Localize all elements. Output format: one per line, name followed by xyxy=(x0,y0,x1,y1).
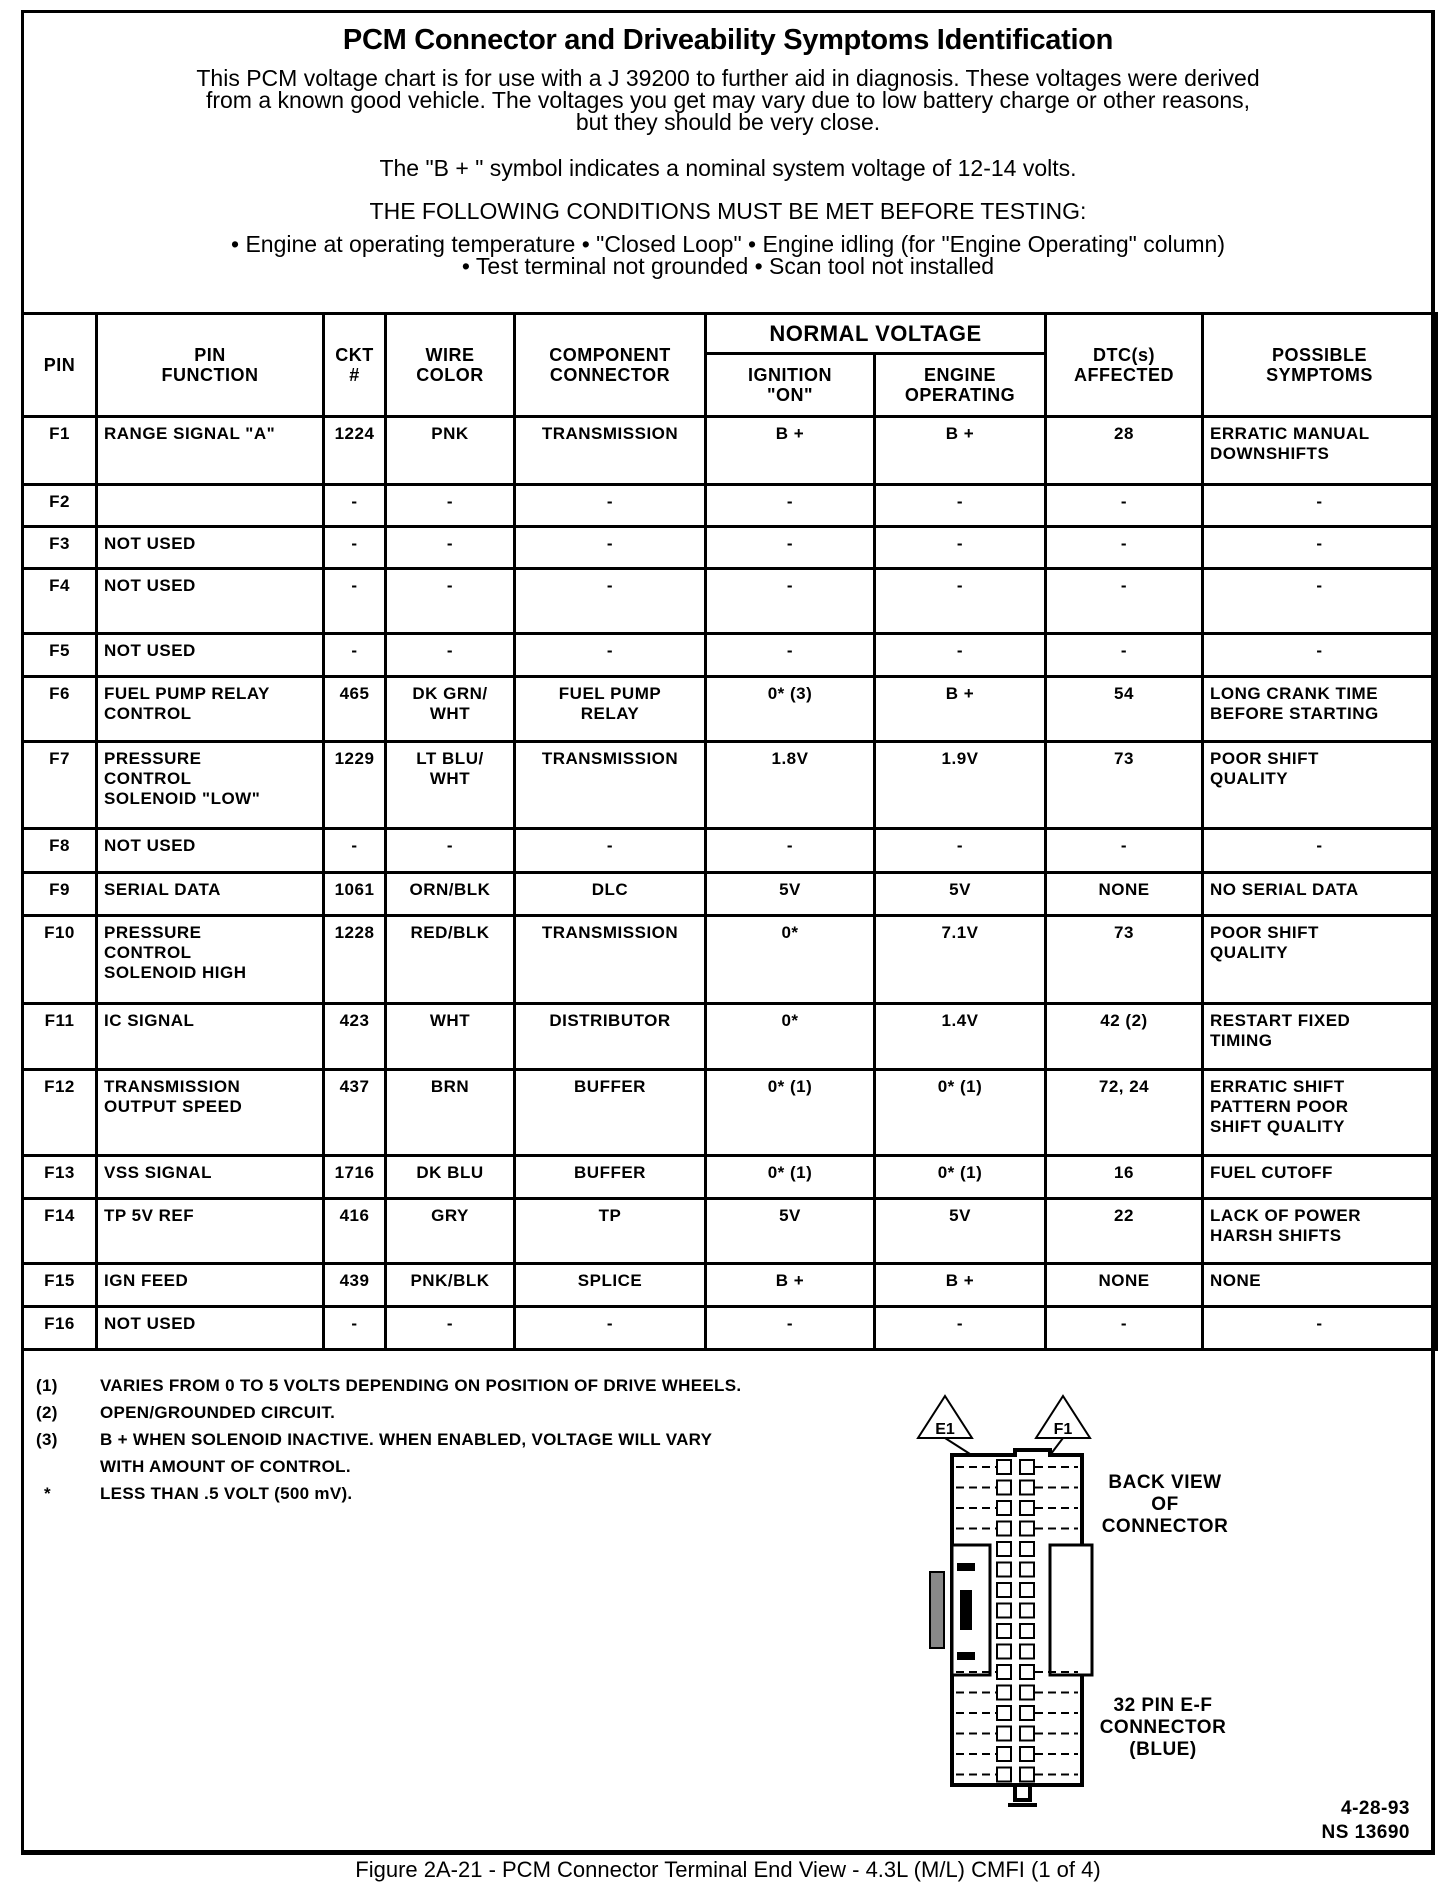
cell-pin: F9 xyxy=(23,873,97,916)
cell-sym: LACK OF POWER HARSH SHIFTS xyxy=(1203,1199,1437,1264)
cell-ckt: - xyxy=(324,527,386,569)
pin-cavity xyxy=(1020,1747,1034,1761)
cell-eng: 0* (1) xyxy=(875,1156,1046,1199)
pin-cavity xyxy=(1020,1522,1034,1536)
cell-ign: 1.8V xyxy=(706,742,875,829)
cell-comp: TRANSMISSION xyxy=(515,742,706,829)
cell-ckt: 1061 xyxy=(324,873,386,916)
pin-cavity xyxy=(997,1747,1011,1761)
cell-ign: 0* (3) xyxy=(706,677,875,742)
cell-ckt: - xyxy=(324,634,386,677)
cell-pin: F8 xyxy=(23,829,97,873)
cell-ckt: - xyxy=(324,829,386,873)
pin-cavity xyxy=(1020,1604,1034,1618)
cell-ign: 0* xyxy=(706,916,875,1004)
cell-pin: F7 xyxy=(23,742,97,829)
cell-wire: WHT xyxy=(386,1004,515,1070)
table-row xyxy=(23,527,1437,569)
cell-func: PRESSURE CONTROL SOLENOID "LOW" xyxy=(97,742,324,829)
cell-pin: F5 xyxy=(23,634,97,677)
cell-eng: - xyxy=(875,1307,1046,1350)
cell-dtc: 16 xyxy=(1046,1156,1203,1199)
cell-eng: - xyxy=(875,485,1046,527)
pin-cavity xyxy=(997,1542,1011,1556)
intro-line: This PCM voltage chart is for use with a J 39200 to further aid in diagnosis. These voltages were derived xyxy=(196,65,1260,91)
cell-func: SERIAL DATA xyxy=(97,873,324,916)
pin-cavity xyxy=(1020,1706,1034,1720)
footnote-key: * xyxy=(44,1484,51,1503)
pin-cavity xyxy=(1020,1460,1034,1474)
cell-dtc: - xyxy=(1046,1307,1203,1350)
cell-wire: PNK/BLK xyxy=(386,1264,515,1307)
cell-pin: F12 xyxy=(23,1070,97,1156)
pin-cavity xyxy=(997,1604,1011,1618)
header-symptoms: POSSIBLE SYMPTOMS xyxy=(1203,314,1437,417)
cell-comp: - xyxy=(515,1307,706,1350)
cell-eng: 5V xyxy=(875,873,1046,916)
cell-pin: F14 xyxy=(23,1199,97,1264)
pin-cavity xyxy=(997,1481,1011,1495)
cell-pin: F13 xyxy=(23,1156,97,1199)
cell-wire: - xyxy=(386,485,515,527)
footnote-text: OPEN/GROUNDED CIRCUIT. xyxy=(100,1403,336,1422)
header-wire-color: WIRE COLOR xyxy=(386,314,515,417)
cell-ign: - xyxy=(706,569,875,634)
connector-key xyxy=(1008,1785,1037,1805)
cell-dtc: NONE xyxy=(1046,873,1203,916)
cell-wire: RED/BLK xyxy=(386,916,515,1004)
latch-mark xyxy=(957,1563,975,1571)
cell-ckt: 1224 xyxy=(324,417,386,485)
cell-ign: B + xyxy=(706,1264,875,1307)
cell-dtc: 22 xyxy=(1046,1199,1203,1264)
cell-eng: 0* (1) xyxy=(875,1070,1046,1156)
cell-func: TRANSMISSION OUTPUT SPEED xyxy=(97,1070,324,1156)
pin-cavity xyxy=(997,1706,1011,1720)
cell-sym: NONE xyxy=(1203,1264,1437,1307)
cell-func: NOT USED xyxy=(97,1307,324,1350)
cell-wire: PNK xyxy=(386,417,515,485)
cell-comp: BUFFER xyxy=(515,1070,706,1156)
cell-comp: TRANSMISSION xyxy=(515,417,706,485)
table-row xyxy=(23,485,1437,527)
cell-sym: - xyxy=(1203,569,1437,634)
footnote xyxy=(36,1426,860,1480)
cell-eng: - xyxy=(875,829,1046,873)
cell-comp: TRANSMISSION xyxy=(515,916,706,1004)
pin-cavity xyxy=(1020,1686,1034,1700)
table-row xyxy=(23,634,1437,677)
figure-reference: NS 13690 xyxy=(1321,1822,1410,1843)
table-row xyxy=(23,829,1437,873)
conditions-line: • Test terminal not grounded • Scan tool not installed xyxy=(461,253,995,279)
cell-pin: F4 xyxy=(23,569,97,634)
pin-cavity xyxy=(1020,1542,1034,1556)
pin-cavity xyxy=(1020,1727,1034,1741)
table-row xyxy=(23,1264,1437,1307)
cell-ign: - xyxy=(706,527,875,569)
figure-date: 4-28-93 xyxy=(1341,1798,1410,1819)
cell-pin: F11 xyxy=(23,1004,97,1070)
cell-comp: DLC xyxy=(515,873,706,916)
cell-ign: 0* (1) xyxy=(706,1156,875,1199)
page-title: PCM Connector and Driveability Symptoms Identification xyxy=(342,24,1114,56)
cell-ckt: 1228 xyxy=(324,916,386,1004)
pin-cavity xyxy=(997,1686,1011,1700)
cell-comp: - xyxy=(515,829,706,873)
pin-cavity xyxy=(997,1624,1011,1638)
cell-sym: POOR SHIFT QUALITY xyxy=(1203,916,1437,1004)
cell-ign: - xyxy=(706,485,875,527)
intro-paragraph xyxy=(81,67,1375,133)
pin-cavity xyxy=(997,1522,1011,1536)
latch-mark xyxy=(957,1652,975,1660)
cell-dtc: 28 xyxy=(1046,417,1203,485)
pin-cavity xyxy=(997,1645,1011,1659)
e1-label: E1 xyxy=(935,1421,955,1438)
header-ignition-on: IGNITION "ON" xyxy=(706,354,875,417)
cell-dtc: NONE xyxy=(1046,1264,1203,1307)
cell-sym: ERRATIC SHIFT PATTERN POOR SHIFT QUALITY xyxy=(1203,1070,1437,1156)
bplus-note: The "B + " symbol indicates a nominal system voltage of 12-14 volts. xyxy=(379,155,1077,181)
cell-sym: - xyxy=(1203,634,1437,677)
cell-comp: - xyxy=(515,485,706,527)
table-row xyxy=(23,1070,1437,1156)
pin-cavity xyxy=(1020,1501,1034,1515)
cell-wire: DK BLU xyxy=(386,1156,515,1199)
cell-ckt: 465 xyxy=(324,677,386,742)
cell-dtc: 54 xyxy=(1046,677,1203,742)
latch-mark xyxy=(960,1590,972,1630)
cell-ckt: 1229 xyxy=(324,742,386,829)
cell-eng: 5V xyxy=(875,1199,1046,1264)
cell-wire: - xyxy=(386,1307,515,1350)
cell-ign: 5V xyxy=(706,1199,875,1264)
cell-wire: - xyxy=(386,829,515,873)
pin-cavity xyxy=(1020,1665,1034,1679)
f1-label: F1 xyxy=(1053,1421,1073,1438)
footnotes xyxy=(36,1372,860,1507)
table-row xyxy=(23,677,1437,742)
connector-lock-tab xyxy=(930,1572,944,1648)
cell-wire: GRY xyxy=(386,1199,515,1264)
table-row xyxy=(23,569,1437,634)
cell-dtc: - xyxy=(1046,485,1203,527)
pin-cavity xyxy=(1020,1624,1034,1638)
header-ckt: CKT # xyxy=(324,314,386,417)
cell-comp: - xyxy=(515,569,706,634)
cell-dtc: - xyxy=(1046,634,1203,677)
cell-eng: - xyxy=(875,569,1046,634)
table-row xyxy=(23,1156,1437,1199)
intro-section xyxy=(21,10,1435,312)
footnote-text: LESS THAN .5 VOLT (500 mV). xyxy=(100,1484,353,1503)
connector-label: 32 PIN E-F CONNECTOR (BLUE) xyxy=(1099,1695,1227,1760)
header-normal-voltage: NORMAL VOLTAGE xyxy=(706,314,1046,354)
cell-dtc: - xyxy=(1046,527,1203,569)
cell-pin: F15 xyxy=(23,1264,97,1307)
table-row xyxy=(23,1004,1437,1070)
cell-ign: - xyxy=(706,1307,875,1350)
cell-func: NOT USED xyxy=(97,569,324,634)
cell-sym: - xyxy=(1203,1307,1437,1350)
pin-cavity xyxy=(1020,1481,1034,1495)
cell-func: NOT USED xyxy=(97,527,324,569)
cell-ign: 0* xyxy=(706,1004,875,1070)
cell-eng: - xyxy=(875,527,1046,569)
cell-func: TP 5V REF xyxy=(97,1199,324,1264)
cell-ckt: - xyxy=(324,569,386,634)
cell-sym: LONG CRANK TIME BEFORE STARTING xyxy=(1203,677,1437,742)
cell-pin: F16 xyxy=(23,1307,97,1350)
cell-ckt: - xyxy=(324,485,386,527)
cell-ign: - xyxy=(706,829,875,873)
cell-func: IGN FEED xyxy=(97,1264,324,1307)
pin-cavity xyxy=(1020,1768,1034,1782)
cell-ign: 0* (1) xyxy=(706,1070,875,1156)
cell-wire: DK GRN/ WHT xyxy=(386,677,515,742)
cell-eng: B + xyxy=(875,417,1046,485)
cell-func: IC SIGNAL xyxy=(97,1004,324,1070)
conditions-list xyxy=(21,233,1435,277)
cell-comp: - xyxy=(515,527,706,569)
cell-eng: - xyxy=(875,634,1046,677)
cell-comp: FUEL PUMP RELAY xyxy=(515,677,706,742)
cell-wire: BRN xyxy=(386,1070,515,1156)
cell-dtc: - xyxy=(1046,569,1203,634)
cell-func: PRESSURE CONTROL SOLENOID HIGH xyxy=(97,916,324,1004)
cell-eng: 7.1V xyxy=(875,916,1046,1004)
pin-cavity xyxy=(1020,1645,1034,1659)
conditions-line: • Engine at operating temperature • "Closed Loop" • Engine idling (for "Engine Operating" column) xyxy=(231,231,1225,257)
pin-cavity xyxy=(997,1583,1011,1597)
cell-sym: FUEL CUTOFF xyxy=(1203,1156,1437,1199)
pin-cavity xyxy=(1020,1583,1034,1597)
cell-comp: DISTRIBUTOR xyxy=(515,1004,706,1070)
back-view-label: BACK VIEW OF CONNECTOR xyxy=(1101,1472,1229,1537)
cell-ign: 5V xyxy=(706,873,875,916)
header-component: COMPONENT CONNECTOR xyxy=(515,314,706,417)
cell-func: FUEL PUMP RELAY CONTROL xyxy=(97,677,324,742)
cell-eng: 1.4V xyxy=(875,1004,1046,1070)
cell-ign: B + xyxy=(706,417,875,485)
cell-eng: B + xyxy=(875,677,1046,742)
cell-pin: F1 xyxy=(23,417,97,485)
cell-func xyxy=(97,485,324,527)
pin-cavity xyxy=(997,1665,1011,1679)
cell-sym: POOR SHIFT QUALITY xyxy=(1203,742,1437,829)
cell-func: VSS SIGNAL xyxy=(97,1156,324,1199)
cell-func: NOT USED xyxy=(97,634,324,677)
cell-sym: - xyxy=(1203,829,1437,873)
cell-sym: ERRATIC MANUAL DOWNSHIFTS xyxy=(1203,417,1437,485)
pin-cavity xyxy=(997,1563,1011,1577)
table-row xyxy=(23,417,1437,485)
footnote xyxy=(36,1480,860,1507)
cell-comp: - xyxy=(515,634,706,677)
footnote xyxy=(36,1399,860,1426)
cell-ckt: 437 xyxy=(324,1070,386,1156)
cell-sym: NO SERIAL DATA xyxy=(1203,873,1437,916)
pin-cavity xyxy=(997,1768,1011,1782)
cell-ckt: - xyxy=(324,1307,386,1350)
cell-ckt: 1716 xyxy=(324,1156,386,1199)
cell-wire: LT BLU/ WHT xyxy=(386,742,515,829)
cell-pin: F2 xyxy=(23,485,97,527)
cell-dtc: 73 xyxy=(1046,916,1203,1004)
cell-wire: ORN/BLK xyxy=(386,873,515,916)
cell-wire: - xyxy=(386,527,515,569)
cell-dtc: 72, 24 xyxy=(1046,1070,1203,1156)
cell-ckt: 439 xyxy=(324,1264,386,1307)
pin-cavity xyxy=(997,1727,1011,1741)
conditions-heading: THE FOLLOWING CONDITIONS MUST BE MET BEFORE TESTING: xyxy=(369,198,1087,224)
intro-line: from a known good vehicle. The voltages you get may vary due to low battery charge or other reasons, xyxy=(205,87,1251,113)
cell-wire: - xyxy=(386,569,515,634)
cell-wire: - xyxy=(386,634,515,677)
cell-comp: TP xyxy=(515,1199,706,1264)
footnote-key: (2) xyxy=(36,1403,58,1422)
table-row xyxy=(23,742,1437,829)
pin-cavity xyxy=(1020,1563,1034,1577)
footnote-key: (1) xyxy=(36,1376,58,1395)
cell-pin: F6 xyxy=(23,677,97,742)
cell-sym: - xyxy=(1203,527,1437,569)
cell-pin: F10 xyxy=(23,916,97,1004)
header-pin: PIN xyxy=(23,314,97,417)
cell-ign: - xyxy=(706,634,875,677)
intro-line: but they should be very close. xyxy=(575,109,881,135)
cell-sym: RESTART FIXED TIMING xyxy=(1203,1004,1437,1070)
cell-dtc: 73 xyxy=(1046,742,1203,829)
table-row xyxy=(23,916,1437,1004)
footnote-text: B + WHEN SOLENOID INACTIVE. WHEN ENABLED, VOLTAGE WILL VARY WITH AMOUNT OF CONTROL. xyxy=(100,1430,713,1476)
cell-func: NOT USED xyxy=(97,829,324,873)
connector-body-icon xyxy=(930,1450,1092,1805)
figure-caption: Figure 2A-21 - PCM Connector Terminal End View - 4.3L (M/L) CMFI (1 of 4) xyxy=(355,1857,1101,1882)
footnote-key: (3) xyxy=(36,1430,58,1449)
cell-dtc: 42 (2) xyxy=(1046,1004,1203,1070)
header-engine-operating: ENGINE OPERATING xyxy=(875,354,1046,417)
pin-cavity xyxy=(997,1460,1011,1474)
header-dtc: DTC(s) AFFECTED xyxy=(1046,314,1203,417)
cell-comp: SPLICE xyxy=(515,1264,706,1307)
pin-voltage-table xyxy=(21,312,1438,1351)
table-row xyxy=(23,873,1437,916)
cell-eng: 1.9V xyxy=(875,742,1046,829)
connector-latch-right xyxy=(1050,1545,1092,1675)
cell-comp: BUFFER xyxy=(515,1156,706,1199)
footnote xyxy=(36,1372,860,1399)
footnote-text: VARIES FROM 0 TO 5 VOLTS DEPENDING ON POSITION OF DRIVE WHEELS. xyxy=(100,1376,742,1395)
cell-func: RANGE SIGNAL "A" xyxy=(97,417,324,485)
cell-ckt: 416 xyxy=(324,1199,386,1264)
cell-eng: B + xyxy=(875,1264,1046,1307)
cell-ckt: 423 xyxy=(324,1004,386,1070)
table-row xyxy=(23,1199,1437,1264)
header-function: PIN FUNCTION xyxy=(97,314,324,417)
table-row xyxy=(23,1307,1437,1350)
cell-pin: F3 xyxy=(23,527,97,569)
pin-cavity xyxy=(997,1501,1011,1515)
cell-dtc: - xyxy=(1046,829,1203,873)
cell-sym: - xyxy=(1203,485,1437,527)
